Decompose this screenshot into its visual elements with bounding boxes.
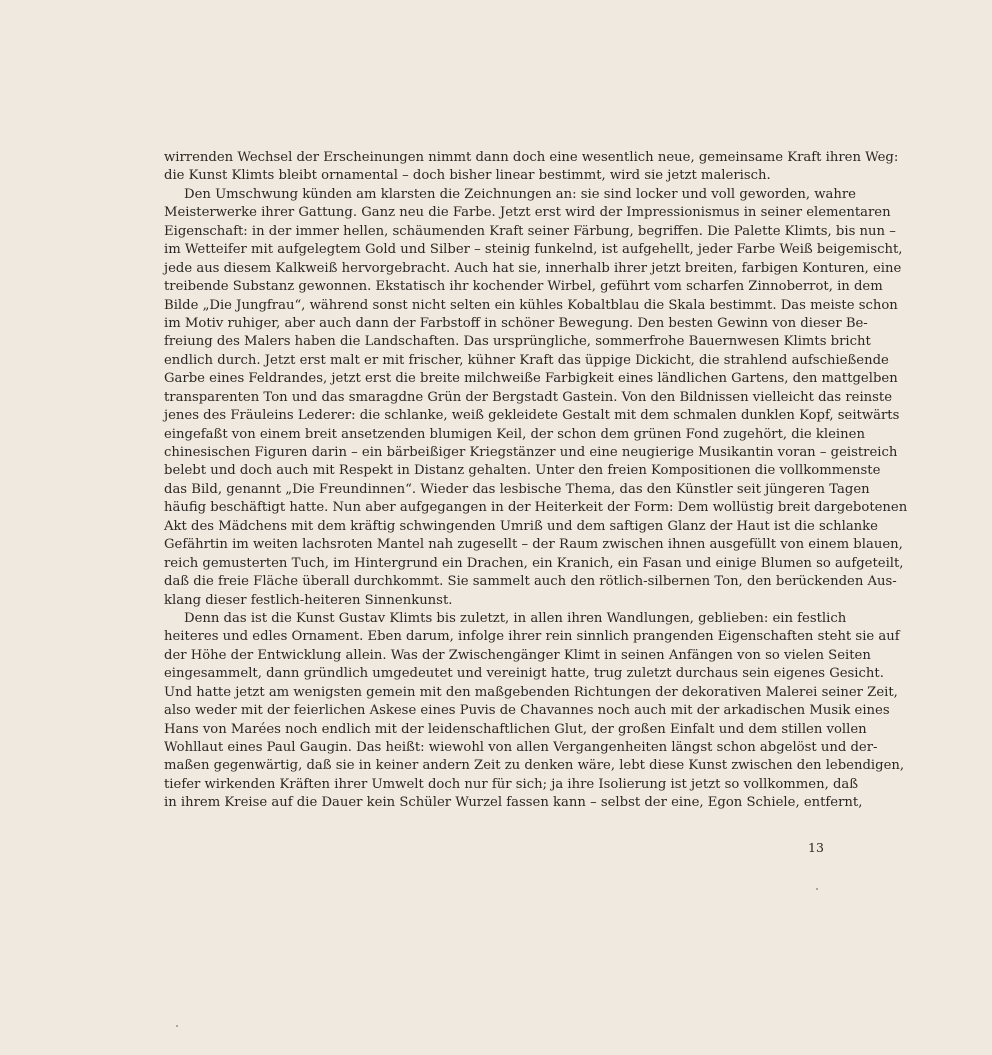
paper-speck [816, 888, 818, 890]
text-line: maßen gegenwärtig, daß sie in keiner andern Zeit zu denken wäre, lebt diese Kunst zwischen den lebendigen, [164, 758, 905, 774]
page-number: 13 [808, 840, 824, 855]
text-line: Hans von Marées noch endlich mit der leidenschaftlichen Glut, der großen Einfalt und dem stillen vollen [164, 721, 867, 737]
text-line: tiefer wirkenden Kräften ihrer Umwelt doch nur für sich; ja ihre Isolierung ist jetzt so vollkommen, daß [164, 776, 859, 792]
text-line: klang dieser festlich-heiteren Sinnenkunst. [164, 592, 453, 608]
text-line: wirrenden Wechsel der Erscheinungen nimmt dann doch eine wesentlich neue, gemeinsame Kraft ihren Weg: [164, 150, 899, 165]
text-line: häufig beschäftigt hatte. Nun aber aufgegangen in der Heiterkeit der Form: Dem wollüstig breit dargebotenen [164, 500, 908, 516]
text-line: jede aus diesem Kalkweiß hervorgebracht. Auch hat sie, innerhalb ihrer jetzt breiten, farbigen Konturen, eine [164, 260, 902, 276]
text-line: also weder mit der feierlichen Askese eines Puvis de Chavannes noch auch mit der arkadischen Musik eines [164, 703, 890, 719]
text-line: Garbe eines Feldrandes, jetzt erst die breite milchweiße Farbigkeit eines ländlichen Gartens, den mattgelben [164, 371, 898, 387]
body-text [164, 149, 908, 813]
text-line: Denn das ist die Kunst Gustav Klimts bis zuletzt, in allen ihren Wandlungen, geblieben: ein festlich [184, 610, 847, 626]
text-line: Und hatte jetzt am wenigsten gemein mit den maßgebenden Richtungen der dekorativen Malerei seiner Zeit, [164, 684, 898, 700]
text-line: eingefaßt von einem breit ansetzenden blumigen Keil, der schon dem grünen Fond zugehört, die kleinen [164, 426, 865, 442]
text-line: die Kunst Klimts bleibt ornamental – doch bisher linear bestimmt, wird sie jetzt malerisch. [164, 168, 771, 184]
text-line: freiung des Malers haben die Landschaften. Das ursprüngliche, sommerfrohe Bauernwesen Klimts bricht [164, 334, 871, 350]
text-line: treibende Substanz gewonnen. Ekstatisch ihr kochender Wirbel, geführt vom scharfen Zinnoberrot, in dem [164, 279, 883, 295]
text-line: das Bild, genannt „Die Freundinnen“. Wieder das lesbische Thema, das den Künstler seit jüngeren Tagen [164, 481, 870, 497]
text-line: im Wetteifer mit aufgelegtem Gold und Silber – steinig funkelnd, ist aufgehellt, jeder Farbe Weiß beigemischt, [164, 242, 903, 258]
text-line: Den Umschwung künden am klarsten die Zeichnungen an: sie sind locker und voll geworden, wahre [184, 186, 856, 202]
text-line: Eigenschaft: in der immer hellen, schäumenden Kraft seiner Färbung, begriffen. Die Palette Klimts, bis nun – [164, 223, 896, 239]
text-line: im Motiv ruhiger, aber auch dann der Farbstoff in schöner Bewegung. Den besten Gewinn von dieser Be- [164, 315, 868, 331]
text-line: eingesammelt, dann gründlich umgedeutet und vereinigt hatte, trug zuletzt durchaus sein eigenes Gesicht. [164, 666, 884, 682]
text-line: chinesischen Figuren darin – ein bärbeißiger Kriegstänzer und eine neugierige Musikantin voran – geistreich [164, 445, 898, 460]
text-line: belebt und doch auch mit Respekt in Distanz gehalten. Unter den freien Kompositionen die vollkommenste [164, 463, 881, 479]
text-line: jenes des Fräuleins Lederer: die schlanke, weiß gekleidete Gestalt mit dem schmalen dunklen Kopf, seitwärts [164, 408, 900, 424]
paper-speck [176, 1025, 178, 1027]
text-line: Wohllaut eines Paul Gaugin. Das heißt: wiewohl von allen Vergangenheiten längst schon abgelöst und der- [164, 740, 878, 755]
text-line: Meisterwerke ihrer Gattung. Ganz neu die Farbe. Jetzt erst wird der Impressionismus in seiner elementaren [164, 205, 891, 221]
text-line: heiteres und edles Ornament. Eben darum, infolge ihrer rein sinnlich prangenden Eigenschaften steht sie auf [164, 629, 900, 645]
text-line: Akt des Mädchens mit dem kräftig schwingenden Umriß und dem saftigen Glanz der Haut ist die schlanke [164, 518, 878, 534]
text-line: reich gemusterten Tuch, im Hintergrund ein Drachen, ein Kranich, ein Fasan und einige Blumen so aufgeteilt, [164, 555, 904, 571]
text-line: daß die freie Fläche überall durchkommt. Sie sammelt auch den rötlich-silbernen Ton, den berückenden Aus- [164, 574, 897, 590]
text-line: in ihrem Kreise auf die Dauer kein Schüler Wurzel fassen kann – selbst der eine, Egon Schiele, entfernt, [164, 795, 863, 811]
text-line: Gefährtin im weiten lachsroten Mantel nah zugesellt – der Raum zwischen ihnen ausgefüllt von einem blauen, [164, 537, 903, 553]
text-line: endlich durch. Jetzt erst malt er mit frischer, kühner Kraft das üppige Dickicht, die strahlend aufschießende [164, 352, 889, 368]
text-line: transparenten Ton und das smaragdne Grün der Bergstadt Gastein. Von den Bildnissen vielleicht das reinste [164, 389, 893, 405]
text-line: der Höhe der Entwicklung allein. Was der Zwischengänger Klimt in seinen Anfängen von so vielen Seiten [164, 647, 871, 663]
text-line: Bilde „Die Jungfrau“, während sonst nicht selten ein kühles Kobaltblau die Skala bestimmt. Das meiste schon [164, 297, 898, 313]
